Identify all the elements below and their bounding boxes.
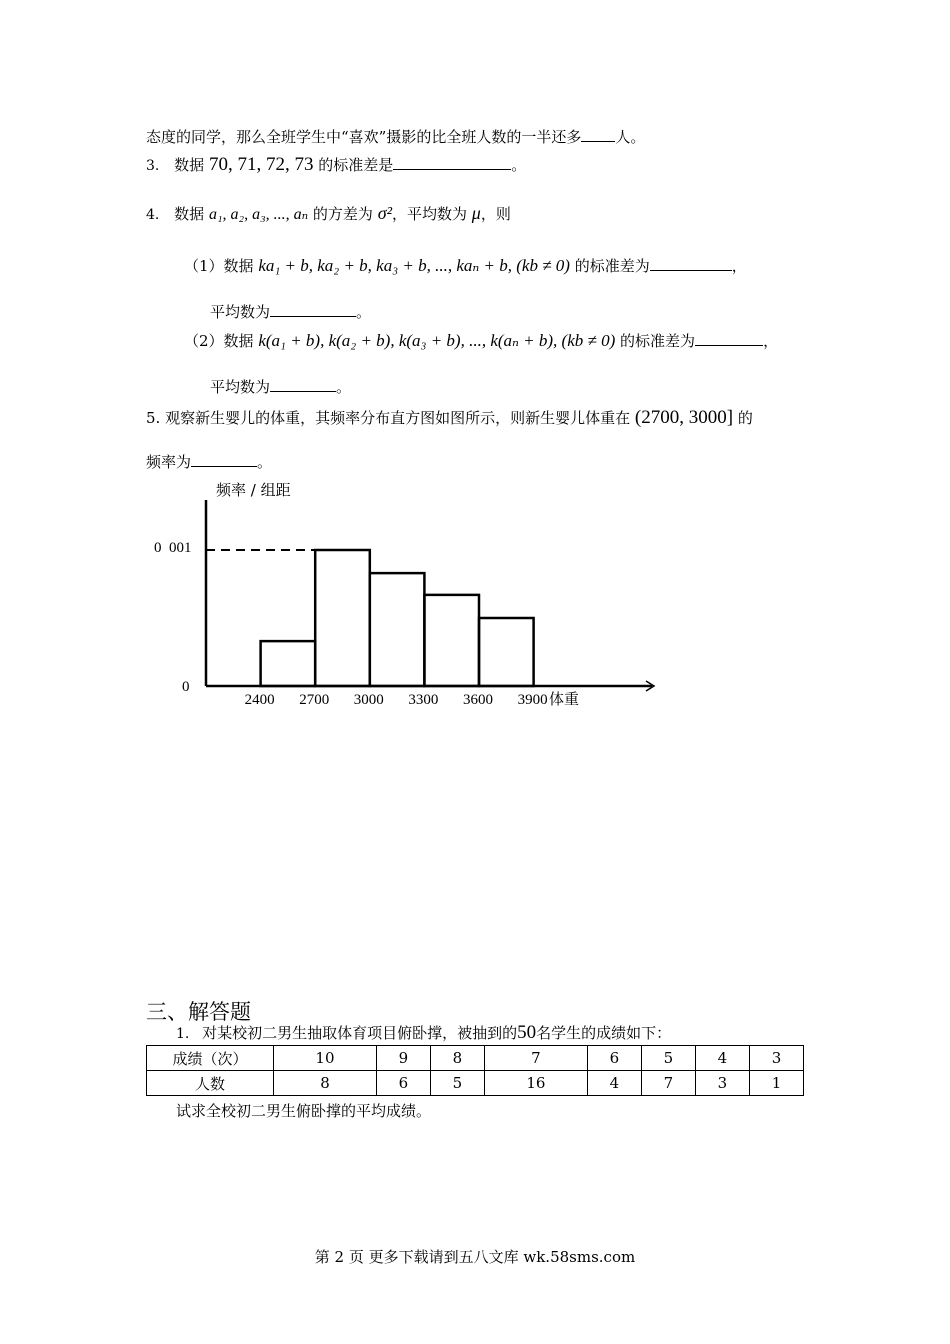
question-4-part-2-mean [210,376,351,397]
punctuation: ， [731,257,747,275]
data-sequence: k(a₁ + b), k(a₂ + b), k(a₃ + b), ..., k(aₙ + b), (kb ≠ 0) [258,331,616,350]
part-label: （2）数据 [184,332,254,350]
table-cell: 4 [695,1046,749,1071]
x-tick-label: 3300 [408,692,439,708]
table-cell: 3 [695,1071,749,1096]
question-text: 名学生的成绩如下： [536,1024,672,1042]
histogram-chart [140,470,680,720]
table-cell: 10 [274,1046,377,1071]
punctuation: 。 [257,453,273,471]
punctuation: 。 [511,156,527,174]
table-cell: 9 [376,1046,430,1071]
scores-table [146,1045,804,1096]
table-cell: 7 [484,1046,587,1071]
table-cell: 7 [641,1071,695,1096]
table-row [147,1046,804,1071]
question-text: ，平均数为 [391,205,467,223]
table-cell: 5 [641,1046,695,1071]
question-text: 5. 观察新生婴儿的体重，其频率分布直方图如图所示，则新生婴儿体重在 [146,409,631,427]
question-1-prompt: 试求全校初二男生俯卧撑的平均成绩。 [176,1102,432,1120]
question-text: 的 [737,409,753,427]
question-4 [146,203,511,224]
row-header: 人数 [147,1071,274,1096]
x-tick-label: 3000 [353,692,384,708]
question-1 [176,1022,671,1044]
section-heading: 三、解答题 [146,1000,251,1024]
table-cell: 4 [587,1071,641,1096]
answer-blank [270,377,336,392]
histogram-bar [424,595,479,686]
table-cell: 6 [587,1046,641,1071]
y-tick-label: 0 001 [154,540,192,556]
question-text: 频率为 [146,453,192,471]
weight-interval: (2700, 3000] [634,407,734,428]
question-5 [146,407,753,429]
question-text: 对某校初二男生抽取体育项目俯卧撑，被抽到的 [202,1024,518,1042]
table-cell: 1 [749,1071,803,1096]
data-values: 70, 71, 72, 73 [208,154,314,175]
x-tick-label: 3900 [517,692,548,708]
page-footer: 第 2 页 更多下载请到五八文库 wk.58sms.com [314,1248,636,1266]
mean-symbol: μ [471,203,481,223]
table-cell: 5 [430,1071,484,1096]
variance-symbol: σ² [377,203,392,223]
part-label: （1）数据 [184,257,254,275]
x-tick-label: 2400 [244,692,275,708]
histogram-bar [315,550,370,686]
question-text: 数据 [174,156,205,174]
question-4-part-1 [184,255,747,276]
data-sequence: ka₁ + b, ka₂ + b, ka₃ + b, ..., kaₙ + b, (kb ≠ 0) [258,256,570,275]
histogram-bar [261,641,316,686]
answer-blank [581,127,615,142]
question-number: 1. [176,1026,190,1042]
answer-blank [695,331,763,346]
sample-size: 50 [517,1022,537,1043]
row-header: 成绩（次） [147,1046,274,1071]
histogram-bar [479,618,534,686]
answer-blank [650,256,732,271]
answer-blank [191,452,257,467]
question-4-part-1-mean [210,301,371,322]
y-axis-label: 频率 / 组距 [216,481,291,499]
punctuation: ， [763,332,779,350]
question-text: 的标准差是 [318,156,394,174]
question-4-part-2 [184,330,778,351]
x-axis-label: 体重 [549,690,580,708]
answer-blank [270,302,356,317]
x-tick-label: 2700 [299,692,330,708]
question-5-answer-line [146,451,272,472]
table-cell: 16 [484,1071,587,1096]
question-text: 平均数为 [210,378,271,396]
question-3 [146,154,526,176]
answer-blank [393,155,511,170]
table-row [147,1071,804,1096]
question-text: 的标准差为 [620,332,696,350]
x-tick-label: 3600 [463,692,493,708]
punctuation: 。 [356,303,372,321]
question-text: ，则 [480,205,511,223]
intro-line [146,126,645,147]
punctuation: 。 [336,378,352,396]
y-tick-label: 0 [182,679,190,695]
question-text: 数据 [174,205,205,223]
data-sequence: a₁, a₂, a₃, ..., aₙ [208,206,309,223]
question-number: 3. [146,158,160,174]
histogram-bar [370,573,425,686]
intro-text: 态度的同学，那么全班学生中“喜欢”摄影的比全班人数的一半还多 [146,128,582,146]
question-number: 4. [146,207,160,223]
table-cell: 8 [274,1071,377,1096]
table-cell: 3 [749,1046,803,1071]
table-cell: 8 [430,1046,484,1071]
question-text: 的标准差为 [574,257,650,275]
question-text: 平均数为 [210,303,271,321]
question-text: 的方差为 [312,205,373,223]
intro-end: 人。 [615,128,646,146]
table-cell: 6 [376,1071,430,1096]
